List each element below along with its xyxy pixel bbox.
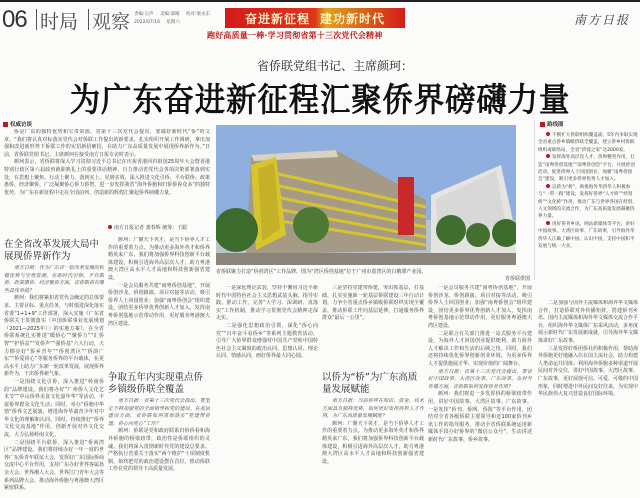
- section-3-body-col4: [322, 398, 424, 495]
- banner-text-2: 建功新时代: [320, 11, 386, 26]
- answer-paragraph: 颜珂：我们将紧扣省党代会确定的总体要求、主要目标、重点任务，与时俱进深化落实省委“1+1+9”工作部署，深入实施《广东省侨联关于贯彻落实〈中国侨联事业发展规划（2021—2025年）〉的实施方案》，在全省侨联系统扎实推进“暖侨心”“聚侨力”“汇侨智”“护侨益”“发侨声”“强侨基”六大行动，大力擦亮好“侨乡青年”“侨创湾区”“侨韵广东”“侨爱同心”等服务侨界的平台载体，在更高水平上助力广东新一轮改革发展，展现侨界新作为，干出侨界新气象。: [4, 295, 104, 378]
- proofreader-credit: 校对:梁永东: [185, 12, 210, 17]
- answer-paragraph: 三是坚持党建带侨建，突出抓基层、打基础，扎实实施新一轮基层侨联建设三年行动计划，力争全省重点侨乡镇级侨联组织实现全覆盖，推动侨联工作向基层延伸，打通服务侨界群众“最后一公里”。: [322, 285, 424, 322]
- bullet-icon: [546, 132, 550, 136]
- section-2-body-col4: [322, 285, 424, 370]
- article-kicker: 省侨联党组书记、主席颜珂：: [256, 59, 413, 73]
- section-2-body-col2: [108, 398, 210, 495]
- answer-paragraph: 二是围绕平台联侨，深入推进“侨商湾区”品牌建设。我们将持续办好一年一度的世界广东侨青年联谊大会，发挥好广东国际侨商交流中心平台作用，支持广东办好世界客属恳亲大会、世界潮人大会、世界江门青年大会等系列品牌大会，推动海外侨胞与粤港澳大湾区紧密联系。: [4, 439, 104, 492]
- answer-paragraph: 二是强化思想政治引领，深化“侨心向党”“百年奋斗看侨乡”等系列主题教育活动，引导广大侨界群众增强对中国共产党和中国特色社会主义制度的政治认同、思想认同、理论认同、情感认同，画好侨界最大同心圆。: [216, 322, 318, 360]
- answer-paragraph: 三是发挥好侨团侨社的积极作用，帮助海外侨胞更好地融入住在国主流社会，助力构建人类命运共同体；利用海外侨胞多种渠道开展民间对外交往，讲好中国故事、大湾区故事、广东故事，更好展现可信、可爱、可敬的中国形象，同时增进中外民间友好往来，为实现中华民族伟大复兴营造良好国际环境。: [538, 345, 638, 398]
- article-headline: 为广东奋进新征程汇聚侨界磅礴力量: [69, 80, 571, 119]
- editorial-meta: [134, 11, 215, 27]
- section-tag-interview: 权威访谈: [3, 120, 32, 128]
- issue-weekday: 星期六: [166, 20, 180, 25]
- section-2-body-col3: [216, 285, 318, 495]
- answer-paragraph: 二是联合有关部门推进一站式服务平台建设，为海外人才回国创业提供便利，助力海外人才解决工作和生活的后顾之忧。同时，我们还将持续优化侨界创新创业环境，为更多侨界人才提供施展才华、实现价值的广阔舞台。: [428, 330, 532, 367]
- answer-paragraph: 一是会员服务共建“南粤侨创基地”，开展侨创沙龙、侨创路演、项目对接等活动，吸引侨界人士回国创业；加强“南粤侨创会”组织建设，团结更多侨界优秀创新人才加入，发挥南粤侨创基地示范带动作用，更好服务粤港澳大湾区建设。: [428, 285, 532, 329]
- bullet-icon: [546, 221, 550, 225]
- photo-credit: 省侨联供图: [504, 276, 530, 282]
- intro-paragraph: 颜珂表示，省侨联将深入学习贯彻习近平总书记在庆祝香港回归祖国25周年大会暨香港特别行政区第六届政府就职典礼上的重要讲话精神，自力推动省党代会各项决策部署落到实处，在思想上聚焦、行动上聚力、落到实上、见到实效，深入推进文化引侨、平台联侨、政策惠侨、经济聚侨，广泛凝聚侨心侨力侨智，进一步发挥我省“海外侨胞和归侨侨眷众多”的独特优势，为广东在新征程中走在全国前列、创造新的辉煌汇聚起侨界磅礴力量。: [4, 159, 210, 196]
- question: 南方日报：省第十三次党代会指出，要坚定不移加强党的全面领导和党的建设。在基层建设方面，省侨联如何贯彻落实“党建带侨建，侨心向党心”工作？: [108, 398, 210, 427]
- answer-paragraph: 一是会员服务共建“南粤侨创基地”，开展侨创沙龙、侨创路演、项目对接等活动，吸引侨界人士回国创业；加强“南粤侨创会”组织建设，团结更多侨界优秀创新人才加入，发挥南粤侨创基地示范带动作用，更好服务粤港澳大湾区建设。: [108, 282, 210, 327]
- roadmap-item: 以侨为“桥”，助推海外华侨华人积极参与“一带一路”建设，发挥好侨界“人才桥”“经贸桥”“文化桥”作用，推动广东与世界各国在经贸、人文领域的交流合作，为广东高质量发展凝聚侨界力量。: [538, 184, 638, 220]
- divider: [88, 9, 89, 30]
- section-1-body-col2: [108, 237, 210, 371]
- roadmap-item: 用好侨刊乡讯、网站新媒体等平台，讲好中国故事、大湾区故事、广东故事，引导海外华侨华人正确了解中国、认识中国，支持中国和平发展与统一大业。: [538, 221, 635, 250]
- section-1-body-col1: [4, 265, 104, 495]
- answer-paragraph: 颜珂：侨联是党和政府联系归侨侨眷和海外侨胞的桥梁纽带，政治性是侨联组织的灵魂。我们将深入贯彻新时代党的建设总要求，严格执行省委关于落实“两个维护”十项制度机制，始终把党的政治建设摆在首位，推动侨联工作在党的领导下高质量发展。: [108, 428, 210, 473]
- editor-credit: 责编:宗声: [134, 12, 154, 17]
- section-tag-roadmap: 路线图: [540, 120, 564, 128]
- divider: [36, 9, 37, 30]
- page-number: 06: [2, 6, 27, 33]
- bullet-icon: [108, 225, 112, 229]
- article-photo: [216, 125, 516, 265]
- subheading-3: 以侨为“桥”为广东高质量发展赋能: [322, 372, 418, 395]
- section-3-body-col5: [428, 285, 532, 495]
- campaign-slogan: 跑好高质量一棒·学习贯彻省第十三次党代会精神: [207, 31, 383, 40]
- campaign-banner: [225, 8, 405, 28]
- sidebar-divider: [534, 120, 535, 280]
- roadmap-item: 不断扩大侨联组织覆盖面，5年内争取实现全省重点侨乡镇级侨联全覆盖，建立侨乡村侨联组织或联络站，全省“侨爱之家”达2000家。: [538, 133, 638, 153]
- answer-paragraph: 颜珂：广聚天下英才，是当下侨界人才工作的重要着力点。为推动更多海外英才和侨界精英来广东，我们将加强侨界科技创新平台载体建设，积极引进海外高层次人才，助力粤港澳大湾区高水平人才高地和科技创新强省建设。: [322, 420, 424, 465]
- article-intro: [4, 129, 210, 219]
- subheading-2: 争取五年内实现重点侨乡镇级侨联全覆盖: [108, 372, 204, 395]
- answer-paragraph: 颜珂：广聚天下英才，是当下侨界人才工作的重要着力点。为推动更多海外英才和侨界精英来广东，我们将加强侨界科技创新平台载体建设，积极引进海外高层次人才，助力粤港澳大湾区高水平人才高地和科技创新强省建设。: [108, 237, 210, 281]
- question: 南方日报：作为广东省一轮改革发展的积极优势与宝贵资源，在新时代引领、平台联侨、政策惠侨、经济聚侨方面，省侨联将有哪些具体举措？: [4, 265, 104, 294]
- building-illustration: [216, 125, 516, 265]
- issue-date: 2022/07/16: [134, 20, 160, 25]
- red-square-icon: [3, 122, 8, 127]
- section-name: 时局: [40, 11, 79, 33]
- column-name: 观察: [92, 11, 131, 33]
- answer-paragraph: 颜珂：我们将进一步发挥侨的桥梁纽带作用，讲好中国故事、大湾区故事、广东故事。一是发挥“侨刊、侨网、侨报”等平台作用，团结对全省各级侨联主要领导和近100家侨刊乡讯工作的指导服务，推动全省侨联系统运用新媒体手段办好侨界的“微信公众号”，生动讲述新时代广东故事、侨乡故事。: [428, 391, 532, 443]
- answer-paragraph: 一是围绕文化引侨，深入推进“岭南侨韵”品牌建设。我们将办好“广州侨人文化艺术节”“中山侨界美食文化嘉年华”等活动，丰富侨界群众文化生活；同时，举办“侨胞中华情”侨界文艺展演，增进海外华裔青少年对中华文化的理解和认同。同时，持续推好“侨界文化交流基地”作用，创新开展对外文化交流，大力弘扬岭南文化。: [4, 378, 104, 439]
- roadmap-item: 发挥海外高层次人才、侨界精英作用，打造“南粤侨创基地”“南粤侨创会”平台，开展侨创活动，促进侨界人士回国创业，加强“南粤侨创会”建设，吸引更多侨界优秀人才加入。: [538, 155, 635, 183]
- answer-paragraph: 一是深化理论武装，坚持不懈用习近平新时代中国特色社会主义思想武装头脑、指导实践、推动工作，完善“大学习、深调研、真落实”工作机制，推动学习贯彻党代会精神走深走实。: [216, 285, 318, 322]
- newspaper-logo: 南方日报: [573, 13, 630, 27]
- intro-paragraph: 侨是广东的独特优势和宝贵资源。省第十三次党代会提出，要做好新时代“侨”的文章。“我们将认真对标落实党代会对侨联工作提出的新要求，扎实组织开展工作调研，拿出加强和改进新形势下侨联工作的实招新招硬招，在助力广东高质量发展中展现侨界新作为。”日前，省侨联党组书记、主席颜珂在接受南方日报专访时表示。: [4, 129, 210, 158]
- red-square-icon: [540, 122, 545, 127]
- byline: 南方日报记者 龚春辉 统筹：王聪: [108, 224, 187, 231]
- photo-caption: 省侨联聚力打造“侨创湾区”工作品牌。图为“湾区侨创基地”位于广州市荔湾区的白鹅潭产业园。: [216, 269, 427, 275]
- bullet-icon: [546, 154, 550, 158]
- roadmap-sidebar: [538, 132, 638, 278]
- masthead: [0, 0, 640, 40]
- question: 南方日报：当前侨界在知识、资金、技术方面具有独特优势，如何更好发挥侨界人才作用，为广东高质量发展赋能？: [322, 398, 424, 420]
- designer-credit: 美编:邵晴: [159, 12, 180, 17]
- section-4-body-col6: [538, 300, 638, 495]
- subheading-1: 在全省改革发展大局中展现侨界新作为: [4, 239, 100, 262]
- question: 南方日报：省第十三次党代会提出，要讲好中国故事、大湾区故事、广东故事。在对外传播方面，省侨联如何发挥侨务作用？: [428, 368, 532, 390]
- answer-paragraph: 二是加强与国外主流媒体和海外华文媒体合作，打造侨联对外传播矩阵，搭建侨刊乡讯、国内主流媒体和海外华文媒体交流合作平台，组织海外华文媒体广东采风活动，多角度展示新时代广东发展新成就，引导海外华文媒体讲好广东故事。: [538, 300, 638, 344]
- banner-text-1: 奋进新征程: [244, 11, 310, 26]
- bullet-icon: [546, 184, 550, 188]
